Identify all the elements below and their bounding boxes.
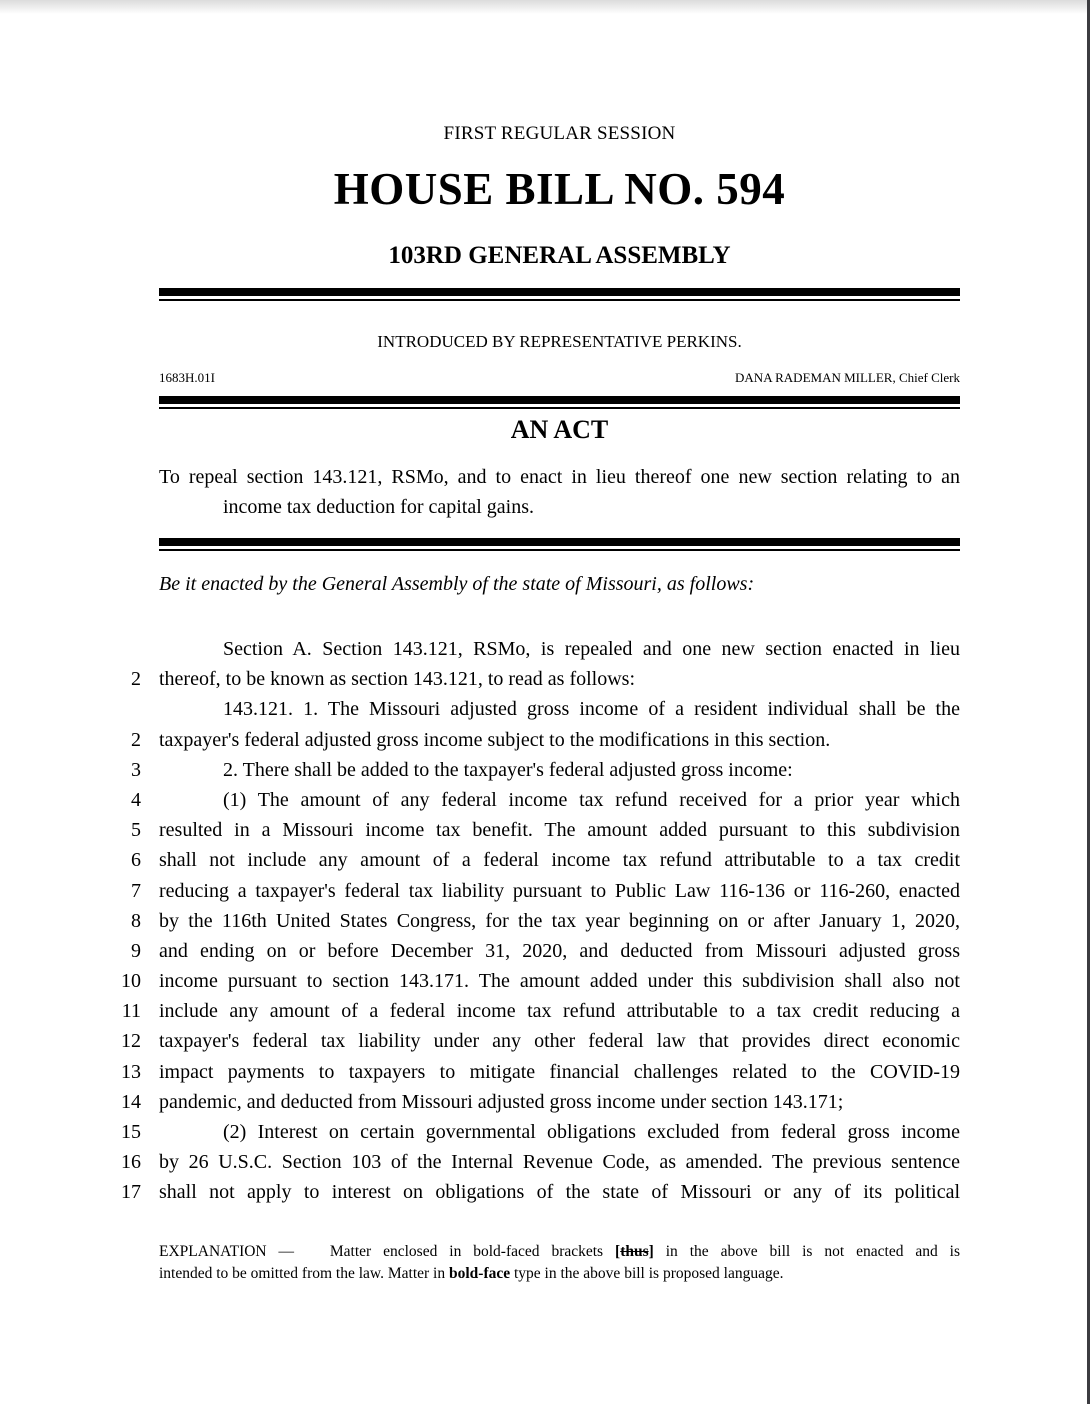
double-rule-divider bbox=[159, 288, 960, 301]
bill-line bbox=[100, 1057, 960, 1087]
line-number: 16 bbox=[121, 1151, 141, 1174]
double-rule-divider bbox=[159, 396, 960, 409]
double-rule-divider bbox=[159, 538, 960, 551]
bill-line bbox=[100, 755, 960, 785]
line-text: resulted in a Missouri income tax benefit. The amount added pursuant to this subdivision bbox=[159, 819, 960, 842]
line-text: shall not include any amount of a federal income tax refund attributable to a tax credit bbox=[159, 849, 960, 872]
explanation-text: Matter enclosed in bold-faced brackets bbox=[329, 1243, 604, 1260]
line-text: thereof, to be known as section 143.121, to read as follows: bbox=[159, 668, 636, 691]
line-text: include any amount of a federal income tax refund attributable to a tax credit reducing a bbox=[159, 1000, 960, 1023]
line-number: 17 bbox=[121, 1181, 141, 1204]
bill-code: 1683H.01I bbox=[159, 370, 215, 385]
explanation-line-1 bbox=[159, 1241, 960, 1263]
line-text: pandemic, and deducted from Missouri adjusted gross income under section 143.171; bbox=[159, 1090, 844, 1113]
act-title-line-1: To repeal section 143.121, RSMo, and to enact in lieu thereof one new section relating to an bbox=[159, 466, 960, 488]
bill-meta-row bbox=[159, 370, 960, 386]
line-number: 10 bbox=[121, 970, 141, 993]
bill-line bbox=[100, 694, 960, 724]
bill-line bbox=[100, 664, 960, 694]
session-label: FIRST REGULAR SESSION bbox=[443, 123, 676, 144]
bill-line bbox=[100, 725, 960, 755]
explanation-text: in the above bill is not enacted and is bbox=[665, 1243, 961, 1260]
line-number: 3 bbox=[131, 758, 141, 781]
line-text: reducing a taxpayer's federal tax liability pursuant to Public Law 116-136 or 116-260, enacted bbox=[159, 879, 960, 902]
bold-example: bold-face bbox=[448, 1265, 511, 1282]
line-text: taxpayer's federal adjusted gross income subject to the modifications in this section. bbox=[159, 728, 831, 751]
bill-line bbox=[100, 936, 960, 966]
bill-line bbox=[100, 906, 960, 936]
line-text: Section A. Section 143.121, RSMo, is repealed and one new section enacted in lieu bbox=[223, 638, 960, 660]
line-text: shall not apply to interest on obligations of the state of Missouri or any of its political bbox=[159, 1181, 960, 1204]
line-number: 7 bbox=[131, 879, 141, 902]
line-text: income pursuant to section 143.171. The amount added under this subdivision shall also not bbox=[159, 970, 960, 993]
explanation-text: intended to be omitted from the law. Matter in bbox=[159, 1265, 446, 1282]
bill-title: HOUSE BILL NO. 594 bbox=[333, 164, 786, 214]
bill-line bbox=[100, 1026, 960, 1056]
line-number: 2 bbox=[131, 668, 141, 691]
explanation-footnote bbox=[159, 1241, 960, 1285]
line-text: (1) The amount of any federal income tax refund received for a prior year which bbox=[223, 788, 960, 811]
chief-clerk: DANA RADEMAN MILLER, Chief Clerk bbox=[735, 370, 960, 385]
bill-line bbox=[100, 1177, 960, 1207]
act-heading: AN ACT bbox=[510, 415, 609, 444]
line-number: 9 bbox=[131, 939, 141, 962]
line-text: by 26 U.S.C. Section 103 of the Internal Revenue Code, as amended. The previous sentence bbox=[159, 1151, 960, 1174]
line-number: 11 bbox=[121, 1000, 141, 1023]
viewer-top-shadow bbox=[0, 0, 1087, 14]
bill-line bbox=[100, 634, 960, 664]
line-number: 6 bbox=[131, 849, 141, 872]
bill-line bbox=[100, 1087, 960, 1117]
line-number: 15 bbox=[121, 1121, 141, 1143]
line-number: 2 bbox=[131, 728, 141, 751]
bill-line bbox=[100, 876, 960, 906]
line-text: 2. There shall be added to the taxpayer's federal adjusted gross income: bbox=[223, 758, 793, 781]
line-text: impact payments to taxpayers to mitigate financial challenges related to the COVID-19 bbox=[159, 1060, 960, 1083]
bill-line bbox=[100, 785, 960, 815]
act-title bbox=[159, 462, 960, 522]
bill-line bbox=[100, 996, 960, 1026]
enacting-clause: Be it enacted by the General Assembly of the state of Missouri, as follows: bbox=[159, 573, 755, 595]
bill-line bbox=[100, 966, 960, 996]
bill-body bbox=[100, 634, 960, 1208]
bill-line bbox=[100, 1117, 960, 1147]
bill-line bbox=[100, 815, 960, 845]
line-number: 4 bbox=[131, 788, 141, 811]
line-text: taxpayer's federal tax liability under any other federal law that provides direct economic bbox=[159, 1030, 960, 1053]
line-text: and ending on or before December 31, 2020, and deducted from Missouri adjusted gross bbox=[159, 939, 960, 962]
line-number: 13 bbox=[121, 1060, 141, 1083]
line-number: 12 bbox=[121, 1030, 141, 1053]
bracket-close: ] bbox=[648, 1243, 654, 1260]
line-text: (2) Interest on certain governmental obligations excluded from federal gross income bbox=[223, 1121, 960, 1143]
explanation-label: EXPLANATION — bbox=[159, 1243, 295, 1260]
act-title-line-2: income tax deduction for capital gains. bbox=[223, 496, 535, 518]
line-text: 143.121. 1. The Missouri adjusted gross income of a resident individual shall be the bbox=[223, 698, 960, 721]
bill-line bbox=[100, 1147, 960, 1177]
line-number: 8 bbox=[131, 909, 141, 932]
line-number: 14 bbox=[121, 1090, 141, 1113]
line-text: by the 116th United States Congress, for the tax year beginning on or after January 1, 2020, bbox=[159, 909, 960, 932]
line-number: 5 bbox=[131, 819, 141, 842]
struck-example: thus bbox=[620, 1243, 649, 1260]
bill-line bbox=[100, 845, 960, 875]
bracket-open: [ bbox=[615, 1243, 621, 1260]
introduced-by: INTRODUCED BY REPRESENTATIVE PERKINS. bbox=[377, 332, 742, 351]
assembly-label: 103RD GENERAL ASSEMBLY bbox=[388, 242, 731, 269]
explanation-text: type in the above bill is proposed language. bbox=[514, 1265, 784, 1282]
explanation-line-2 bbox=[159, 1263, 960, 1285]
